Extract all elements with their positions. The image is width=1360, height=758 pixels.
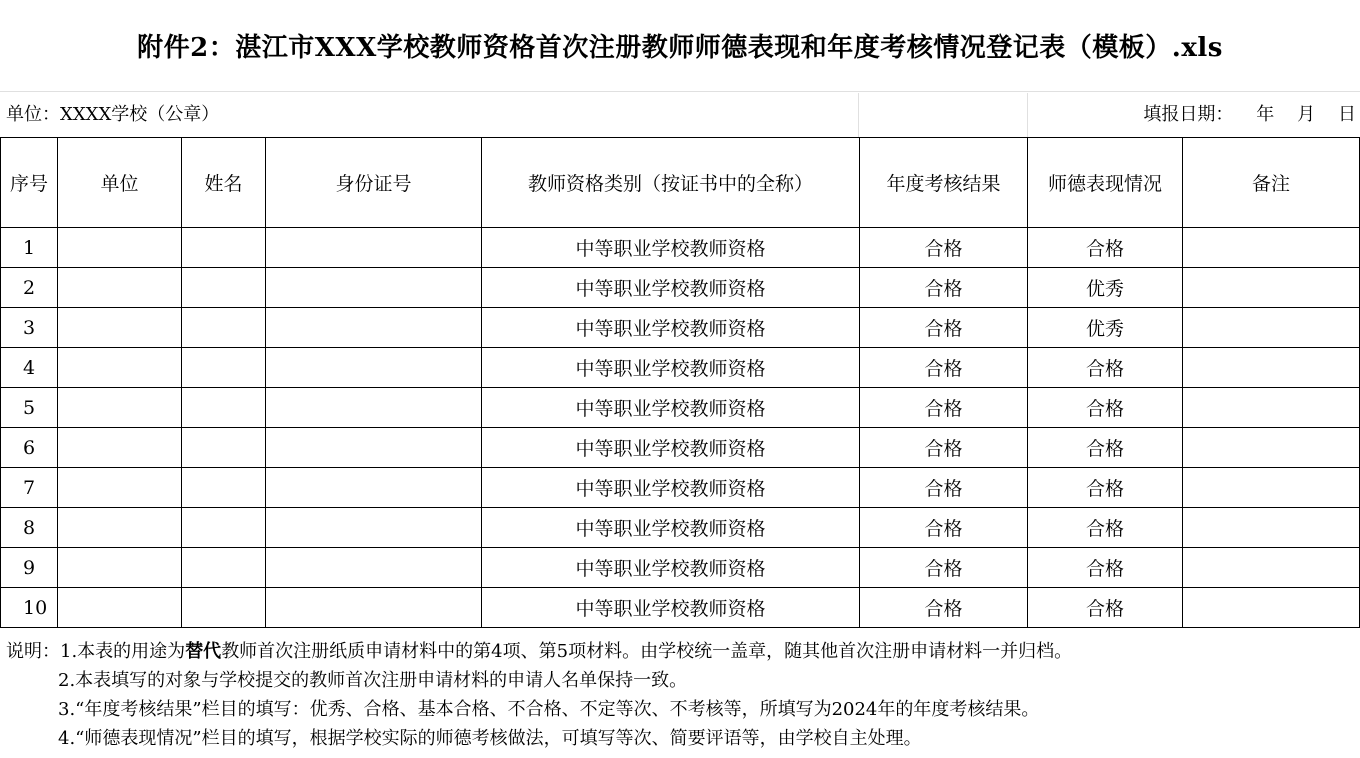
cell-qualification-category[interactable]: 中等职业学校教师资格 [482,228,860,268]
cell-qualification-category[interactable]: 中等职业学校教师资格 [482,508,860,548]
cell-index[interactable]: 2 [1,268,58,308]
fill-date-label[interactable]: 填报日期： 年 月 日 [1143,104,1356,125]
cell-id-number[interactable] [266,468,482,508]
cell-ethics-performance[interactable]: 合格 [1028,348,1183,388]
cell-index[interactable]: 5 [1,388,58,428]
note-1-text: 教师首次注册纸质申请材料中的第4项、第5项材料。由学校统一盖章，随其他首次注册申请材料一并归档。 [221,641,1073,662]
cell-index[interactable]: 6 [1,428,58,468]
cell-annual-assessment[interactable]: 合格 [860,308,1028,348]
table-header-row [1,138,1360,228]
cell-qualification-category[interactable]: 中等职业学校教师资格 [482,308,860,348]
note-1-prefix: 说明：1.本表的用途为 [6,641,186,662]
cell-qualification-category[interactable]: 中等职业学校教师资格 [482,548,860,588]
note-2: 2.本表填写的对象与学校提交的教师首次注册申请材料的申请人名单保持一致。 [58,670,688,691]
header-remarks[interactable]: 备注 [1183,138,1360,228]
cell-name[interactable] [182,348,266,388]
table-row [1,548,1360,588]
note-3: 3.“年度考核结果”栏目的填写：优秀、合格、基本合格、不合格、不定等次、不考核等，所填写为2024年的年度考核结果。 [58,699,1040,720]
cell-qualification-category[interactable]: 中等职业学校教师资格 [482,428,860,468]
header-qualification-category[interactable]: 教师资格类别（按证书中的全称） [482,138,860,228]
note-4: 4.“师德表现情况”栏目的填写，根据学校实际的师德考核做法，可填写等次、简要评语等，由学校自主处理。 [58,728,922,749]
cell-index[interactable]: 8 [1,508,58,548]
cell-index[interactable]: 9 [1,548,58,588]
cell-qualification-category[interactable]: 中等职业学校教师资格 [482,588,860,628]
table-row [1,588,1360,628]
table-row [1,508,1360,548]
cell-divider [858,93,859,137]
cell-ethics-performance[interactable]: 合格 [1028,508,1183,548]
cell-id-number[interactable] [266,428,482,468]
cell-id-number[interactable] [266,348,482,388]
cell-ethics-performance[interactable]: 合格 [1028,468,1183,508]
cell-unit[interactable] [58,548,182,588]
cell-annual-assessment[interactable]: 合格 [860,468,1028,508]
unit-info-row [0,93,1360,137]
cell-name[interactable] [182,548,266,588]
cell-ethics-performance[interactable]: 优秀 [1028,308,1183,348]
cell-index[interactable]: 3 [1,308,58,348]
cell-remarks[interactable] [1183,228,1360,268]
header-ethics-performance[interactable]: 师德表现情况 [1028,138,1183,228]
cell-name[interactable] [182,228,266,268]
cell-annual-assessment[interactable]: 合格 [860,388,1028,428]
cell-ethics-performance[interactable]: 合格 [1028,548,1183,588]
cell-ethics-performance[interactable]: 合格 [1028,428,1183,468]
cell-index[interactable]: 4 [1,348,58,388]
note-1-emphasis: 替代 [185,641,222,662]
cell-index[interactable]: 10 [1,588,58,628]
cell-id-number[interactable] [266,388,482,428]
cell-name[interactable] [182,388,266,428]
unit-label[interactable]: 单位：XXXX学校（公章） [6,104,220,125]
cell-unit[interactable] [58,588,182,628]
cell-annual-assessment[interactable]: 合格 [860,508,1028,548]
note-1 [6,637,1072,666]
table-row [1,308,1360,348]
cell-remarks[interactable] [1183,428,1360,468]
cell-unit[interactable] [58,468,182,508]
cell-qualification-category[interactable]: 中等职业学校教师资格 [482,348,860,388]
cell-divider [1027,93,1028,137]
cell-remarks[interactable] [1183,268,1360,308]
header-unit[interactable]: 单位 [58,138,182,228]
cell-unit[interactable] [58,428,182,468]
cell-remarks[interactable] [1183,388,1360,428]
cell-index[interactable]: 1 [1,228,58,268]
cell-ethics-performance[interactable]: 优秀 [1028,268,1183,308]
header-id-number[interactable]: 身份证号 [266,138,482,228]
cell-ethics-performance[interactable]: 合格 [1028,588,1183,628]
cell-name[interactable] [182,308,266,348]
cell-id-number[interactable] [266,588,482,628]
notes-section [6,637,1072,753]
cell-id-number[interactable] [266,548,482,588]
table-row [1,268,1360,308]
cell-remarks[interactable] [1183,468,1360,508]
table-row [1,348,1360,388]
cell-annual-assessment[interactable]: 合格 [860,588,1028,628]
cell-annual-assessment[interactable]: 合格 [860,228,1028,268]
cell-name[interactable] [182,508,266,548]
sheet-title: 附件2：湛江市XXX学校教师资格首次注册教师师德表现和年度考核情况登记表（模板）.xls [0,0,1360,92]
table-row [1,388,1360,428]
cell-annual-assessment[interactable]: 合格 [860,548,1028,588]
cell-index[interactable]: 7 [1,468,58,508]
cell-id-number[interactable] [266,228,482,268]
cell-name[interactable] [182,268,266,308]
cell-ethics-performance[interactable]: 合格 [1028,228,1183,268]
cell-annual-assessment[interactable]: 合格 [860,268,1028,308]
header-name[interactable]: 姓名 [182,138,266,228]
cell-remarks[interactable] [1183,548,1360,588]
header-index[interactable]: 序号 [1,138,58,228]
cell-name[interactable] [182,428,266,468]
cell-qualification-category[interactable]: 中等职业学校教师资格 [482,468,860,508]
cell-unit[interactable] [58,268,182,308]
cell-qualification-category[interactable]: 中等职业学校教师资格 [482,268,860,308]
cell-qualification-category[interactable]: 中等职业学校教师资格 [482,388,860,428]
cell-remarks[interactable] [1183,508,1360,548]
cell-annual-assessment[interactable]: 合格 [860,348,1028,388]
table-row [1,428,1360,468]
header-annual-assessment[interactable]: 年度考核结果 [860,138,1028,228]
cell-unit[interactable] [58,508,182,548]
cell-id-number[interactable] [266,308,482,348]
cell-unit[interactable] [58,348,182,388]
table-row [1,228,1360,268]
cell-unit[interactable] [58,388,182,428]
cell-ethics-performance[interactable]: 合格 [1028,388,1183,428]
table-row [1,468,1360,508]
cell-unit[interactable] [58,228,182,268]
cell-name[interactable] [182,468,266,508]
registration-table [0,137,1360,628]
cell-id-number[interactable] [266,508,482,548]
cell-id-number[interactable] [266,268,482,308]
cell-remarks[interactable] [1183,308,1360,348]
cell-remarks[interactable] [1183,348,1360,388]
cell-remarks[interactable] [1183,588,1360,628]
cell-unit[interactable] [58,308,182,348]
cell-name[interactable] [182,588,266,628]
cell-annual-assessment[interactable]: 合格 [860,428,1028,468]
